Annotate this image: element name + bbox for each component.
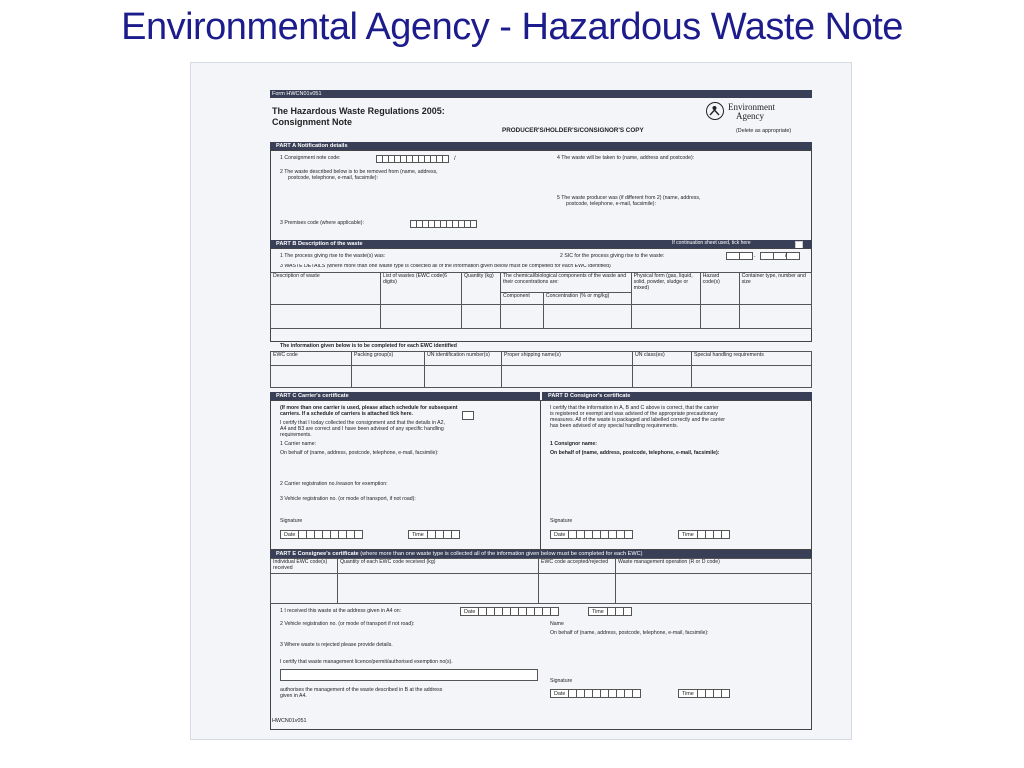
part-cd-divider [540, 400, 541, 550]
transport-details-table [270, 351, 812, 388]
col-container: Container type, number and size [739, 273, 811, 305]
part-d-cert-line2: is registered or exempt and was advised of the appropriate precautionary [550, 411, 718, 417]
consignor-behalf-label: On behalf of (name, address, postcode, telephone, e-mail, facsimile): [550, 450, 720, 456]
carrier-time-label: Time [408, 530, 428, 539]
part-d-cert-line1: I certify that the information in A, B and C above is correct, that the carrier [550, 405, 719, 411]
part-b-title: PART B Description of the waste [276, 241, 363, 247]
col-management-operation: Waste management operation (R or D code) [616, 559, 812, 574]
sic-dot: . [754, 253, 756, 259]
carrier-schedule-checkbox[interactable] [462, 411, 474, 420]
description-cell[interactable] [271, 305, 381, 329]
col-chemical: The chemical/biological components of the waste and their concentrations are: [501, 273, 632, 293]
consignee-time-field[interactable] [678, 689, 730, 698]
consignor-date-label: Date [550, 530, 569, 539]
col-ewc-code: EWC code [271, 352, 352, 366]
part-b-item1: 1 The process giving rise to the waste(s) was: [280, 253, 386, 259]
part-a-item2-line1: 2 The waste described below is to be removed from (name, address, [280, 169, 438, 175]
authorises-line2: given in A4. [280, 693, 307, 699]
received-label: 1 I received this waste at the address given in A4 on: [280, 608, 402, 614]
quantity-received-cell[interactable] [338, 573, 539, 603]
scanned-form-image [190, 62, 852, 740]
agency-name-line2: Agency [736, 111, 764, 121]
part-d-header [542, 392, 812, 400]
part-e-header [270, 550, 812, 558]
part-c-intro-line2: carriers. If a schedule of carriers is attached tick here. [280, 411, 413, 417]
slide-title: Environmental Agency - Hazardous Waste Note [121, 6, 903, 48]
code-slash: / [454, 156, 456, 162]
col-individual-ewc: Individual EWC code(s) received [271, 559, 338, 574]
col-description: Description of waste [271, 273, 381, 305]
consignee-received-date-field[interactable] [460, 607, 559, 616]
component-cell[interactable] [501, 305, 544, 329]
consignee-date-label: Date [550, 689, 569, 698]
packing-cell[interactable] [352, 366, 425, 388]
part-d-cert-line4: has been advised of any special handling requirements. [550, 423, 679, 429]
un-id-cell[interactable] [425, 366, 502, 388]
part-e-header-note: (where more than one waste type is collected all of the information given below must be completed for each EWC) [360, 551, 643, 557]
col-accepted-rejected: EWC code accepted/rejected [539, 559, 616, 574]
continuation-label: If continuation sheet used, tick here [672, 240, 751, 246]
footer-form-code: HWCN01v051 [272, 718, 307, 724]
part-a-title: PART A Notification details [276, 143, 348, 149]
form-title-line2: Consignment Note [272, 117, 352, 127]
carrier-date-field[interactable] [280, 530, 363, 539]
form-title-line1: The Hazardous Waste Regulations 2005: [272, 106, 445, 116]
carrier-time-field[interactable] [408, 530, 460, 539]
col-concentration: Concentration (% or mg/kg) [543, 293, 631, 305]
part-b-item2: 2 SIC for the process giving rise to the waste: [560, 253, 665, 259]
carrier-registration-label: 2 Carrier registration no./reason for exemption: [280, 481, 388, 487]
col-list-of-wastes: List of wastes (EWC code(6 digits) [381, 273, 462, 305]
part-a-item2-line2: postcode, telephone, e-mail, facsimile): [288, 175, 378, 181]
physical-form-cell[interactable] [631, 305, 700, 329]
hazard-cell[interactable] [700, 305, 739, 329]
sic-code-boxes[interactable] [726, 252, 752, 260]
received-date-label: Date [460, 607, 479, 616]
part-c-header [270, 392, 540, 400]
part-e-title: PART E Consignee's certificate [276, 551, 359, 557]
part-a-item1: 1 Consignment note code: [280, 155, 341, 161]
part-c-cert-line3: requirements. [280, 432, 312, 438]
carrier-behalf-label: On behalf of (name, address, postcode, telephone, e-mail, facsimile): [280, 450, 439, 456]
part-d-cert-line3: measures. All of the waste is packaged and labelled correctly and the carrier [550, 417, 726, 423]
consignment-code-boxes[interactable] [376, 155, 448, 163]
agency-name-line1: Environment [728, 102, 775, 112]
un-class-cell[interactable] [633, 366, 692, 388]
container-cell[interactable] [739, 305, 811, 329]
licence-input[interactable] [280, 669, 538, 681]
col-physical-form: Physical form (gas, liquid, solid, powder, sludge or mixed) [631, 273, 700, 305]
concentration-cell[interactable] [543, 305, 631, 329]
consignee-name-label: Name [550, 621, 564, 627]
part-c-title: PART C Carrier's certificate [276, 393, 349, 399]
col-quantity-received: Quantity of each EWC code received (kg) [338, 559, 539, 574]
part-a-item4: 4 The waste will be taken to (name, address and postcode): [557, 155, 695, 161]
premises-code-boxes[interactable] [410, 220, 476, 228]
carrier-name-label: 1 Carrier name: [280, 441, 317, 447]
consignee-table [270, 558, 812, 604]
rejected-details-label: 3 Where waste is rejected please provide details. [280, 642, 393, 648]
col-un-class: UN class(es) [633, 352, 692, 366]
col-quantity: Quantity (kg) [462, 273, 501, 305]
consignor-signature-label: Signature [550, 518, 573, 524]
consignee-date-field[interactable] [550, 689, 641, 698]
copy-note: (Delete as appropriate) [736, 128, 792, 134]
consignment-note-form [270, 90, 812, 730]
col-shipping-name: Proper shipping name(s) [502, 352, 633, 366]
part-c-cert-line2: A4 and B3 are correct and I have been advised of any specific handling [280, 426, 444, 432]
individual-ewc-cell[interactable] [271, 573, 338, 603]
col-hazard-codes: Hazard code(s) [700, 273, 739, 305]
col-special-handling: Special handling requirements [692, 352, 812, 366]
consignee-vehicle-label: 2 Vehicle registration no. (or mode of transport if not road): [280, 621, 415, 627]
form-id: Form HWCN01v051 [272, 91, 322, 97]
authorises-line1: authorises the management of the waste described in B at the address [280, 687, 443, 693]
consignor-time-field[interactable] [678, 530, 730, 539]
ewc-code-cell[interactable] [271, 366, 352, 388]
environment-agency-logo-icon [706, 102, 724, 120]
sic-slash: / [785, 253, 787, 259]
vehicle-registration-label: 3 Vehicle registration no. (or mode of transport, if not road): [280, 496, 416, 502]
consignor-date-field[interactable] [550, 530, 633, 539]
part-d-title: PART D Consignor's certificate [548, 393, 631, 399]
part-a-header [270, 142, 812, 150]
consignee-received-time-field[interactable] [588, 607, 632, 616]
consignor-time-label: Time [678, 530, 698, 539]
part-c-cert-line1: I certify that I today collected the consignment and that the details in A2, [280, 420, 445, 426]
part-a-item5-line1: 5 The waste producer was (if different from 2) (name, address, [557, 195, 701, 201]
part-a-item3: 3 Premises code (where applicable): [280, 220, 364, 226]
ewc-cell[interactable] [381, 305, 462, 329]
part-a-item5-line2: postcode, telephone, e-mail, facsimile): [566, 201, 656, 207]
consignee-signature-label: Signature [550, 678, 573, 684]
col-component: Component [501, 293, 544, 305]
quantity-cell[interactable] [462, 305, 501, 329]
part-c-intro-line1: (If more than one carrier is used, please attach schedule for subsequent [280, 405, 458, 411]
col-packing-group: Packing group(s) [352, 352, 425, 366]
management-operation-cell[interactable] [616, 573, 812, 603]
carrier-signature-label: Signature [280, 518, 303, 524]
accepted-rejected-cell[interactable] [539, 573, 616, 603]
info-line: The information given below is to be completed for each EWC identified [280, 343, 457, 349]
form-id-bar [270, 90, 812, 98]
handling-cell[interactable] [692, 366, 812, 388]
licence-label: I certify that waste management licence/permit/authorised exemption no(s). [280, 659, 453, 665]
consignee-time-label: Time [678, 689, 698, 698]
part-b-item3: 3 WASTE DETAILS (where more than one waste type is collected all of the information given below must be completed for each EWC identified) [280, 264, 611, 269]
received-time-label: Time [588, 607, 608, 616]
consignee-behalf-label: On behalf of (name, address, postcode, telephone, e-mail, facsimile): [550, 630, 709, 636]
waste-details-table [270, 272, 812, 329]
shipping-cell[interactable] [502, 366, 633, 388]
copy-label: PRODUCER'S/HOLDER'S/CONSIGNOR'S COPY [502, 127, 644, 134]
col-un-id: UN identification number(s) [425, 352, 502, 366]
carrier-date-label: Date [280, 530, 299, 539]
consignor-name-label: 1 Consignor name: [550, 441, 597, 447]
sic-code-boxes-2[interactable] [760, 252, 799, 260]
part-a-frame [270, 150, 812, 241]
